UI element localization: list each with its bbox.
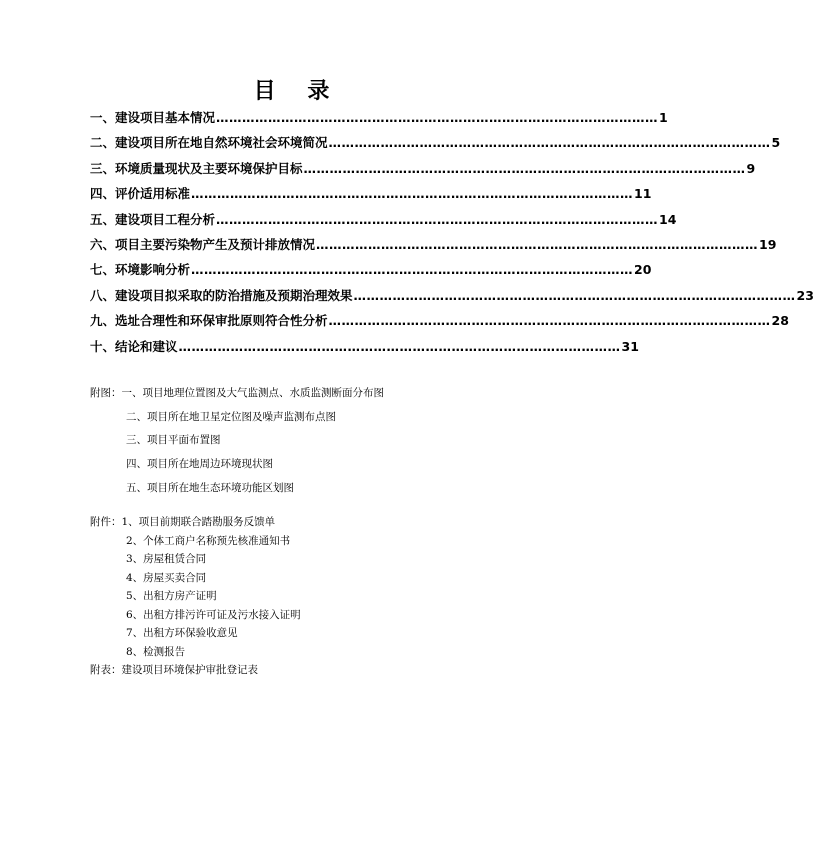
toc-entry-label: 二、建设项目所在地自然环境社会环境简况 xyxy=(90,135,328,151)
toc-entry[interactable] xyxy=(90,235,777,260)
attachment-item-text: 8、检测报告 xyxy=(126,645,186,658)
attachment-item xyxy=(90,533,301,552)
toc-leader-dots: ………………………………………………………………………………………… xyxy=(178,338,621,354)
attachment-item-text: 1、项目前期联合踏勘服务反馈单 xyxy=(121,516,276,528)
toc-leader-dots: ………………………………………………………………………………………… xyxy=(216,211,659,227)
figure-item xyxy=(90,409,384,433)
attachment-item xyxy=(90,625,301,644)
toc-leader-dots: ………………………………………………………………………………………… xyxy=(216,110,659,125)
attachment-item-text: 7、出租方环保验收意见 xyxy=(126,627,238,639)
figure-item xyxy=(90,456,384,480)
toc-entry[interactable] xyxy=(90,210,677,235)
attachment-item-text: 6、出租方排污许可证及污水接入证明 xyxy=(126,608,301,621)
toc-leader-dots: ………………………………………………………………………………………… xyxy=(316,236,759,252)
figure-item-text: 一、项目地理位置图及大气监测点、水质监测断面分布图 xyxy=(121,387,384,399)
toc-page-number: 11 xyxy=(634,186,652,202)
toc-entry-label: 六、项目主要污染物产生及预计排放情况 xyxy=(90,236,316,252)
toc-entry[interactable] xyxy=(90,133,781,158)
attachment-item-text: 3、房屋租赁合同 xyxy=(126,553,207,565)
attachment-item xyxy=(90,607,301,626)
attachment-item xyxy=(90,570,301,589)
toc-leader-dots: ………………………………………………………………………………………… xyxy=(191,186,634,202)
attachment-item-text: 4、房屋买卖合同 xyxy=(126,571,207,584)
toc-leader-dots: ………………………………………………………………………………………… xyxy=(191,262,634,278)
toc-entry-label: 七、环境影响分析 xyxy=(90,262,191,278)
toc-page-number: 31 xyxy=(621,338,639,354)
toc-leader-dots: ………………………………………………………………………………………… xyxy=(328,135,771,151)
toc-page-number: 28 xyxy=(771,313,789,329)
attachment-item-text: 2、个体工商户名称预先核准通知书 xyxy=(126,534,291,547)
toc-leader-dots: ………………………………………………………………………………………… xyxy=(353,287,796,303)
page-title: 目 录 xyxy=(253,79,342,104)
toc-entry[interactable] xyxy=(90,159,756,184)
toc-leader-dots: ………………………………………………………………………………………… xyxy=(328,313,771,329)
attachments-list xyxy=(90,514,301,662)
toc-entry-label: 九、选址合理性和环保审批原则符合性分析 xyxy=(90,313,328,329)
figure-item-text: 四、项目所在地周边环境现状图 xyxy=(126,458,273,471)
attachment-item xyxy=(90,588,301,607)
figure-item-text: 二、项目所在地卫星定位图及噪声监测布点图 xyxy=(126,410,336,423)
figure-item xyxy=(90,480,384,504)
toc-entry-label: 十、结论和建议 xyxy=(90,338,178,354)
attachment-item xyxy=(90,514,301,533)
toc-page-number: 23 xyxy=(796,287,814,303)
figure-item-text: 三、项目平面布置图 xyxy=(126,434,221,447)
toc-entry-label: 五、建设项目工程分析 xyxy=(90,211,216,227)
attachment-item xyxy=(90,644,301,663)
toc-entry-label: 三、环境质量现状及主要环境保护目标 xyxy=(90,160,303,176)
toc-entry[interactable] xyxy=(90,108,668,133)
toc-entry[interactable] xyxy=(90,260,652,285)
toc-entry[interactable] xyxy=(90,184,652,209)
toc-entry-label: 四、评价适用标准 xyxy=(90,186,191,202)
toc-page-number: 14 xyxy=(659,211,677,227)
attached-table-line: 附表：建设项目环境保护审批登记表 xyxy=(90,664,258,676)
attachment-item-text: 5、出租方房产证明 xyxy=(126,590,217,602)
toc-page-number: 5 xyxy=(771,135,781,151)
toc-entry-label: 八、建设项目拟采取的防治措施及预期治理效果 xyxy=(90,287,353,303)
toc-page-number: 20 xyxy=(634,262,652,278)
attachment-item xyxy=(90,551,301,570)
toc-page-number: 19 xyxy=(759,236,777,252)
figures-prefix: 附图： xyxy=(90,387,122,399)
figures-list xyxy=(90,385,384,503)
toc-entry-label: 一、建设项目基本情况 xyxy=(90,110,216,125)
toc-page-number: 1 xyxy=(659,110,668,125)
figure-item xyxy=(90,385,384,409)
toc-entry[interactable] xyxy=(90,311,789,336)
toc-entry[interactable] xyxy=(90,286,814,311)
figure-item-text: 五、项目所在地生态环境功能区划图 xyxy=(126,481,294,494)
attachments-prefix: 附件： xyxy=(90,516,122,528)
table-of-contents xyxy=(90,108,814,362)
figure-item xyxy=(90,432,384,456)
toc-entry[interactable] xyxy=(90,337,639,362)
toc-leader-dots: ………………………………………………………………………………………… xyxy=(303,160,746,176)
toc-page-number: 9 xyxy=(746,160,756,176)
